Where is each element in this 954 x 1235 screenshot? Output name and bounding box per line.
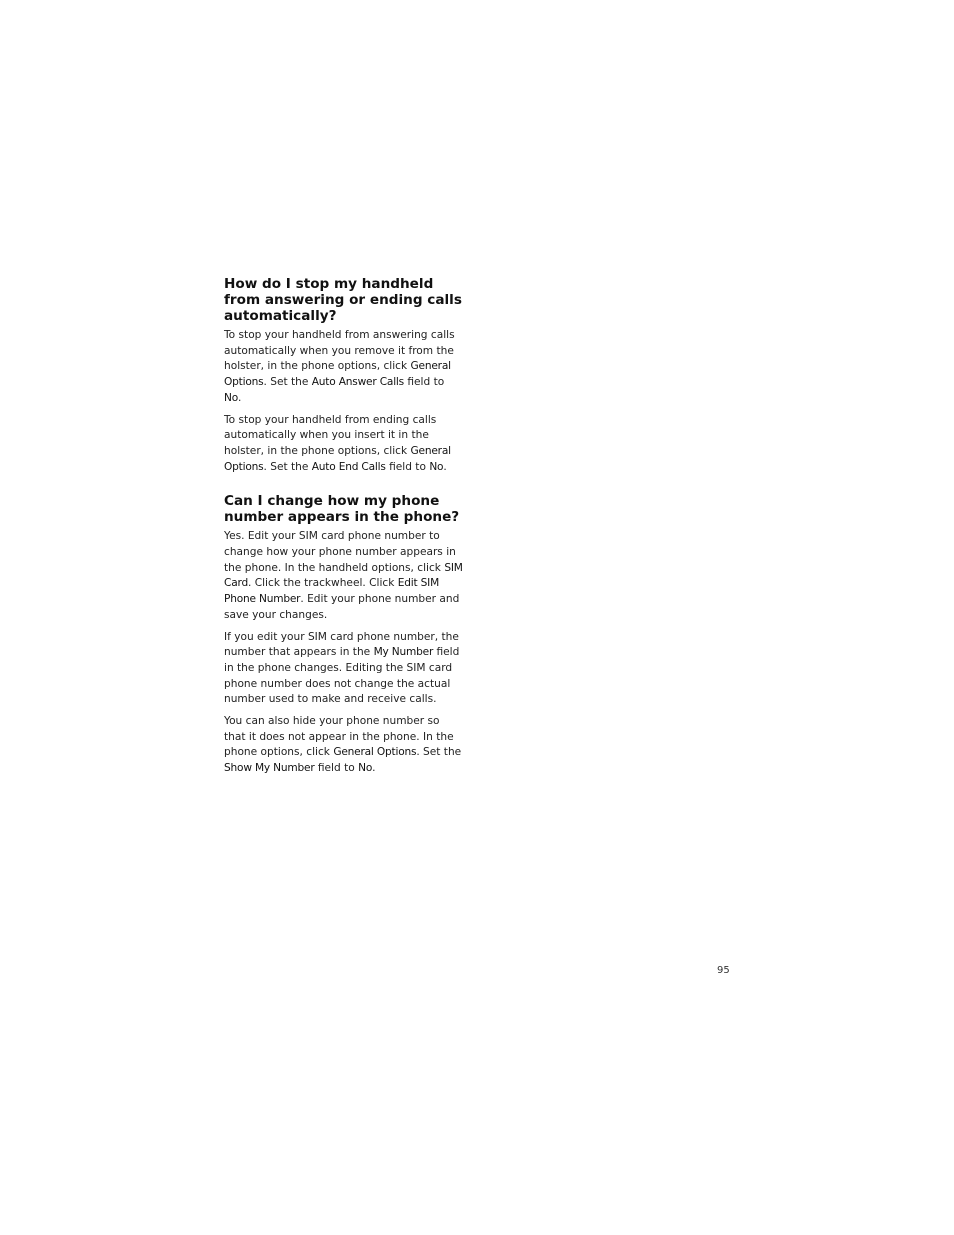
ui-term-show-my-number: Show My Number <box>224 762 315 775</box>
ui-term-general-options: General Options <box>224 360 451 389</box>
section-heading-change-phone-number: Can I change how my phone number appears in the phone? <box>224 493 460 526</box>
text-run: If you edit your SIM card phone number, the number that appears in the <box>224 630 459 659</box>
ui-term-auto-end-calls: Auto End Calls <box>311 460 386 473</box>
ui-term-no: No <box>429 460 444 473</box>
text-run: . Set the <box>263 460 312 473</box>
text-run: field to <box>404 376 445 389</box>
text-run: . Edit your phone number and save your changes. <box>224 593 460 621</box>
text-run: You can also hide your phone number so that it does not appear in the phone. In the phone options, click <box>224 715 454 759</box>
ui-term-edit-sim-phone-number: Edit SIM Phone Number <box>224 577 440 606</box>
ui-term-general-options: General Options <box>333 746 417 759</box>
text-run: Yes. Edit your SIM card phone number to change how your phone number appears in the phone. In the handheld options, click <box>224 530 456 574</box>
text-run: To stop your handheld from ending calls automatically when you insert it in the holster, in the phone options, click <box>224 413 437 457</box>
text-run: field to <box>385 460 430 473</box>
text-run: . Set the <box>416 746 462 759</box>
text-run: . Set the <box>263 376 312 389</box>
ui-term-no: No <box>224 391 239 404</box>
text-run: . <box>238 391 242 404</box>
content-column <box>224 276 464 783</box>
paragraph-stop-answering <box>224 328 464 407</box>
section-heading-stop-auto-answer: How do I stop my handheld from answering or ending calls automatically? <box>224 276 462 324</box>
ui-term-auto-answer-calls: Auto Answer Calls <box>311 376 404 389</box>
ui-term-no: No <box>358 762 373 775</box>
text-run: . <box>372 762 376 775</box>
paragraph-edit-sim-number <box>224 529 464 623</box>
text-run: field to <box>314 762 359 775</box>
text-run: . <box>443 460 447 473</box>
ui-term-general-options: General Options <box>224 444 451 473</box>
paragraph-hide-number <box>224 714 464 777</box>
ui-term-sim-card: SIM Card <box>224 561 463 590</box>
paragraph-stop-ending <box>224 413 464 476</box>
page-number: 95 <box>717 965 730 976</box>
text-run: . Click the trackwheel. Click <box>247 577 398 590</box>
text-run: field in the phone changes. Editing the SIM card phone number does not change the actual number used to make and receive calls. <box>224 646 460 706</box>
ui-term-my-number: My Number <box>373 646 434 659</box>
text-run: To stop your handheld from answering calls automatically when you remove it from the holster, in the phone options, click <box>224 329 455 373</box>
paragraph-my-number-field <box>224 630 464 709</box>
